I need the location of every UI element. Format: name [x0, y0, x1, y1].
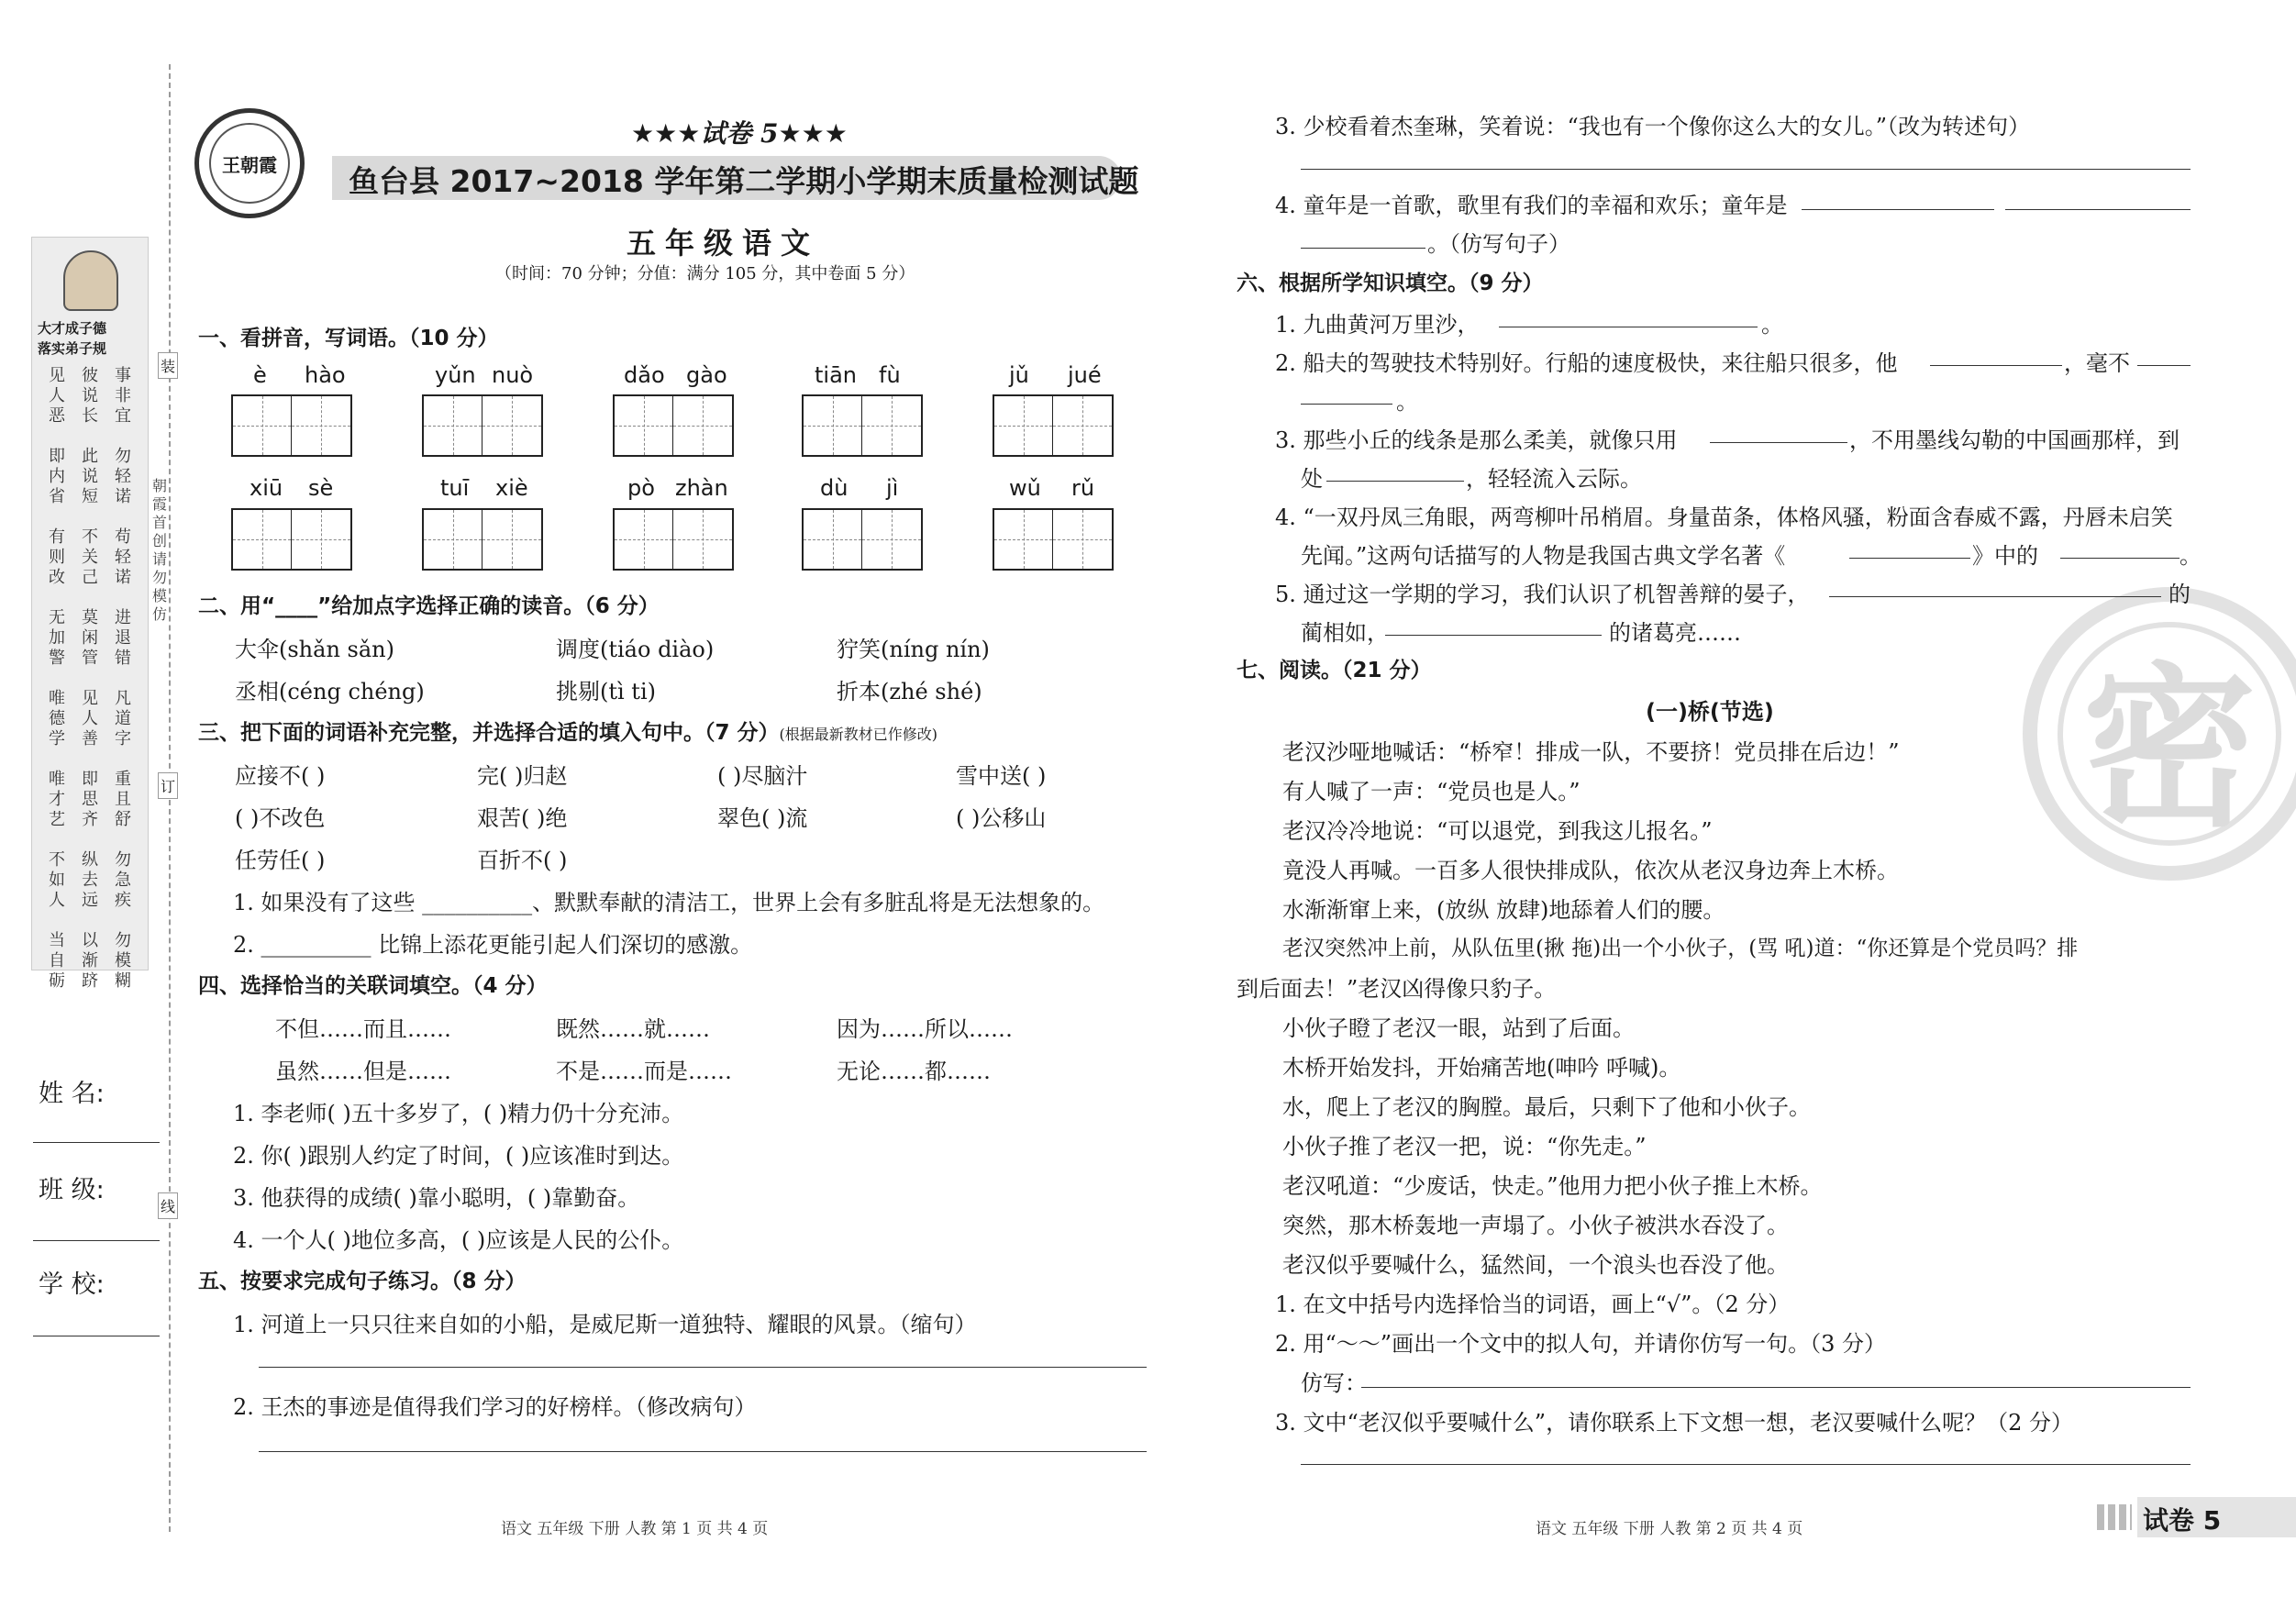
s6-question-5b: 的 [2168, 582, 2191, 607]
s5-answer-line-1[interactable] [259, 1367, 1147, 1368]
s6-question-3a: 3. 那些小丘的线条是那么柔美，就像只用 [1275, 427, 1678, 453]
s7-answer-line[interactable] [1301, 1464, 2191, 1465]
s4-option-4: 虽然……但是…… [275, 1059, 451, 1084]
paper-tag-text: 试卷 5 [700, 118, 779, 149]
passage-line-11: 小伙子推了老汉一把，说：“你先走。” [1282, 1134, 1647, 1159]
s7-question-3: 3. 文中“老汉似乎要喊什么”，请你联系上下文想一想，老汉要喊什么呢？（2 分） [1275, 1410, 2073, 1436]
motto-col-2: 彼说长 此说短 不关己 莫闲管 见人善 即思齐 纵去远 以渐跻 [82, 366, 98, 991]
s4-option-6: 无论……都…… [837, 1059, 991, 1084]
s7-imitate-label: 仿写： [1301, 1370, 1367, 1396]
s6-q3-blank-1[interactable] [1710, 442, 1847, 443]
passage-line-3: 老汉冷冷地说：“可以退党，到我这儿报名。” [1282, 818, 1713, 844]
write-grid-3[interactable] [613, 394, 734, 457]
s3-word-9[interactable]: 任劳任( ) [235, 848, 326, 873]
pinyin-8-1: pò [627, 475, 655, 501]
s3-word-7[interactable]: 翠色( )流 [717, 805, 808, 831]
s6-question-5a: 5. 通过这一学期的学习，我们认识了机智善辩的晏子， [1275, 582, 1810, 607]
pinyin-4-1: tiān [815, 362, 857, 388]
s6-q3-blank-2[interactable] [1326, 481, 1464, 482]
s6-q5-blank-2[interactable] [1385, 635, 1602, 636]
s5-q4-blank-2[interactable] [2005, 209, 2191, 210]
corner-decoration [2097, 1504, 2132, 1530]
brand-logo [194, 108, 305, 218]
passage-line-10: 水，爬上了老汉的胸膛。最后，只剩下了他和小伙子。 [1282, 1094, 1811, 1120]
exam-info: （时间：70 分钟；分值：满分 105 分，其中卷面 5 分） [495, 264, 915, 283]
s3-word-6[interactable]: 艰苦( )绝 [477, 805, 568, 831]
s6-title: 六、根据所学知识填空。（9 分） [1237, 272, 1544, 295]
s3-title: 三、把下面的词语补充完整，并选择合适的填入句中。（7 分） [198, 721, 780, 745]
pinyin-10-2: rǔ [1071, 475, 1095, 501]
pinyin-6-2: sè [308, 475, 334, 501]
pinyin-5-2: jué [1068, 362, 1102, 388]
s2-item-5[interactable]: 挑剔(tì ti) [556, 679, 656, 704]
s3-word-10[interactable]: 百折不( ) [477, 848, 568, 873]
write-grid-6[interactable] [231, 508, 352, 571]
pinyin-7-1: tuī [440, 475, 470, 501]
s6-q4-blank-1[interactable] [1849, 558, 1970, 559]
s5-q4-blank-1[interactable] [1802, 209, 1994, 210]
pinyin-2-1: yǔn [435, 362, 476, 388]
s4-question-4[interactable]: 4. 一个人( )地位多高，( )应该是人民的公仆。 [233, 1227, 684, 1253]
passage-line-2: 有人喊了一声：“党员也是人。” [1282, 779, 1581, 804]
s2-title: 二、用“____”给加点字选择正确的读音。（6 分） [198, 594, 660, 618]
pinyin-4-2: fù [879, 362, 901, 388]
s6-q2-blank-1[interactable] [1930, 365, 2062, 366]
s3-word-1[interactable]: 应接不( ) [235, 763, 326, 789]
pinyin-10-1: wǔ [1009, 475, 1041, 501]
s3-question-1: 1. 如果没有了这些 __________、默默奉献的清洁工，世界上会有多脏乱将是无法想象的。 [233, 890, 1105, 915]
passage-line-13: 突然，那木桥轰地一声塌了。小伙子被洪水吞没了。 [1282, 1213, 1789, 1238]
s5-question-2: 2. 王杰的事迹是值得我们学习的好榜样。（修改病句） [233, 1394, 757, 1420]
write-grid-5[interactable] [993, 394, 1114, 457]
copyright-notice: 朝霞首创 请勿模仿 [151, 477, 167, 623]
write-grid-1[interactable] [231, 394, 352, 457]
s4-question-1[interactable]: 1. 李老师( )五十多岁了，( )精力仍十分充沛。 [233, 1101, 684, 1126]
pinyin-3-1: dǎo [624, 362, 665, 388]
pinyin-9-1: dù [820, 475, 849, 501]
slogan-bottom: 落实弟子规 [38, 340, 107, 357]
s7-imitate-line[interactable] [1361, 1387, 2191, 1388]
s3-title-row [198, 715, 937, 746]
s3-word-4[interactable]: 雪中送( ) [956, 763, 1047, 789]
write-grid-4[interactable] [802, 394, 923, 457]
passage-line-1: 老汉沙哑地喊话：“桥窄！排成一队，不要挤！党员排在后边！” [1282, 739, 1900, 765]
right-page-footer: 语文 五年级 下册 人教 第 2 页 共 4 页 [1536, 1520, 1803, 1538]
s1-title: 一、看拼音，写词语。（10 分） [198, 327, 499, 350]
passage-line-4: 竟没人再喊。一百多人很快排成队，依次从老汉身边奔上木桥。 [1282, 858, 1899, 883]
s2-item-6[interactable]: 折本(zhé shé) [837, 679, 982, 704]
s6-q4-blank-2[interactable] [2060, 558, 2180, 559]
s6-question-1: 1. 九曲黄河万里沙， [1275, 312, 1480, 338]
subject-title: 五年级语文 [627, 226, 820, 261]
s3-word-8[interactable]: ( )公移山 [956, 805, 1047, 831]
s2-item-3[interactable]: 狞笑(níng nín) [837, 637, 990, 662]
s6-question-3b: ，不用墨线勾勒的中国画那样，到 [1849, 427, 2180, 453]
pinyin-6-1: xiū [250, 475, 283, 501]
pinyin-1-1: è [253, 362, 267, 388]
s6-q2-end: 。 [1396, 389, 1418, 415]
pinyin-3-2: gào [686, 362, 727, 388]
write-grid-10[interactable] [993, 508, 1114, 571]
pinyin-1-2: hào [305, 362, 346, 388]
s6-question-3c: 处 [1301, 466, 1323, 492]
s2-item-4[interactable]: 丞相(céng chéng) [235, 679, 425, 704]
passage-line-6: 老汉突然冲上前，从队伍里(揪 拖)出一个小伙子，(骂 吼)道：“你还算是个党员吗？排 [1282, 937, 2079, 960]
school-field-label: 学 校: [39, 1270, 105, 1299]
s3-word-3[interactable]: ( )尽脑汁 [717, 763, 808, 789]
pinyin-8-2: zhàn [675, 475, 728, 501]
s4-option-1: 不但……而且…… [275, 1016, 451, 1042]
s6-question-2b: ，毫不 [2064, 350, 2130, 376]
s6-q1-end: 。 [1761, 312, 1783, 338]
s6-question-4b: 先闻。”这两句话描写的人物是我国古典文学名著《 [1301, 543, 1786, 569]
s5-question-1: 1. 河道上一只只往来自如的小船，是威尼斯一道独特、耀眼的风景。（缩句） [233, 1312, 977, 1337]
s5-question-4-part1: 4. 童年是一首歌，歌里有我们的幸福和欢乐；童年是 [1275, 193, 1788, 218]
s3-word-2[interactable]: 完( )归赵 [477, 763, 568, 789]
pinyin-5-1: jǔ [1009, 362, 1029, 388]
passage-line-7: 到后面去！”老汉凶得像只豹子。 [1237, 976, 1557, 1002]
s4-title: 四、选择恰当的关联词填空。（4 分） [198, 974, 548, 998]
passage-line-14: 老汉似乎要喊什么，猛然间，一个浪头也吞没了他。 [1282, 1252, 1789, 1278]
s3-question-2: 2. __________ 比锦上添花更能引起人们深切的感激。 [233, 932, 753, 958]
motto-col-3: 事非宜 勿轻诺 苟轻诺 进退错 凡道字 重且舒 勿急疾 勿模糊 [115, 366, 131, 991]
sidebar-panel [31, 237, 149, 991]
binding-mark-3: 线 [158, 1192, 178, 1219]
s6-question-5c: 蔺相如， [1301, 620, 1389, 646]
s5-question-3: 3. 少校看着杰奎琳，笑着说：“我也有一个像你这么大的女儿。”（改为转述句） [1275, 114, 2031, 139]
passage-line-12: 老汉吼道：“少废话，快走。”他用力把小伙子推上木桥。 [1282, 1173, 1823, 1199]
brand-logo-inner-ring: 王朝霞 [209, 123, 290, 204]
class-field-label: 班 级: [39, 1176, 105, 1204]
s5-question-4-part2: 。（仿写句子） [1427, 231, 1570, 257]
pinyin-7-2: xiè [495, 475, 528, 501]
class-field-line[interactable] [33, 1240, 160, 1241]
write-grid-8[interactable] [613, 508, 734, 571]
left-page-footer: 语文 五年级 下册 人教 第 1 页 共 4 页 [501, 1520, 769, 1538]
s5-title: 五、按要求完成句子练习。（8 分） [198, 1270, 527, 1293]
s5-answer-line-2[interactable] [259, 1451, 1147, 1452]
s6-question-5d: 的诸葛亮…… [1609, 620, 1741, 646]
slogan-top: 大才成子德 [38, 320, 107, 337]
s4-question-2[interactable]: 2. 你( )跟别人约定了时间，( )应该准时到达。 [233, 1143, 684, 1169]
s2-item-2[interactable]: 调度(tiáo diào) [556, 637, 715, 662]
corner-tag: 试卷 5 [2143, 1505, 2222, 1536]
s5-answer-line-3[interactable] [1301, 169, 2191, 170]
s7-title: 七、阅读。（21 分） [1237, 659, 1432, 682]
s4-option-2: 既然……就…… [556, 1016, 710, 1042]
binding-mark-2: 订 [158, 772, 178, 799]
s6-question-2a: 2. 船夫的驾驶技术特别好。行船的速度极快，来往船只很多，他 [1275, 350, 1898, 376]
write-grid-7[interactable] [422, 508, 543, 571]
write-grid-2[interactable] [422, 394, 543, 457]
seal-character: 密 [2081, 645, 2257, 850]
motto-col-1: 见人恶 即内省 有则改 无加警 唯德学 唯才艺 不如人 当自砺 [49, 366, 65, 991]
passage-line-8: 小伙子瞪了老汉一眼，站到了后面。 [1282, 1015, 1635, 1041]
s6-q5-blank-1[interactable] [1829, 596, 2161, 597]
s6-q2-blank-3[interactable] [1301, 404, 1392, 405]
s4-option-3: 因为……所以…… [837, 1016, 1013, 1042]
s2-item-1[interactable]: 大伞(shǎn sǎn) [235, 637, 394, 662]
s3-note: (根据最新教材已作修改) [779, 726, 938, 743]
pinyin-9-2: jì [886, 475, 899, 501]
name-field-label: 姓 名: [39, 1080, 105, 1108]
pinyin-2-2: nuò [492, 362, 534, 388]
s6-q4-end: 。 [2180, 543, 2202, 569]
s3-word-5[interactable]: ( )不改色 [235, 805, 326, 831]
passage-title: (一)桥(节选) [1646, 699, 1774, 725]
write-grid-9[interactable] [802, 508, 923, 571]
s6-question-4a: 4. “一双丹凤三角眼，两弯柳叶吊梢眉。身量苗条，体格风骚，粉面含春威不露，丹唇未启笑 [1275, 505, 2173, 530]
confidential-seal-icon [2023, 587, 2296, 881]
scholar-figure-icon [63, 250, 118, 311]
binding-mark-1: 装 [158, 352, 178, 379]
passage-line-9: 木桥开始发抖，开始痛苦地(呻吟 呼喊)。 [1282, 1055, 1681, 1081]
passage-line-5: 水渐渐窜上来，(放纵 放肆)地舔着人们的腰。 [1282, 897, 1725, 923]
paper-tag: ★★★试卷 5★★★ [631, 118, 848, 149]
s6-question-4c: 》中的 [1972, 543, 2038, 569]
s6-question-3d: ，轻轻流入云际。 [1466, 466, 1642, 492]
exam-title: 鱼台县 2017~2018 学年第二学期小学期末质量检测试题 [349, 163, 1139, 199]
s7-question-1: 1. 在文中括号内选择恰当的词语，画上“√”。（2 分） [1275, 1292, 1791, 1317]
s4-question-3[interactable]: 3. 他获得的成绩( )靠小聪明，( )靠勤奋。 [233, 1185, 640, 1211]
s7-question-2: 2. 用“～～”画出一个文中的拟人句，并请你仿写一句。（3 分） [1275, 1331, 1886, 1357]
s6-q2-blank-2[interactable] [2137, 365, 2191, 366]
name-field-line[interactable] [33, 1142, 160, 1143]
s5-q4-blank-3[interactable] [1301, 248, 1425, 249]
s4-option-5: 不是……而是…… [556, 1059, 732, 1084]
